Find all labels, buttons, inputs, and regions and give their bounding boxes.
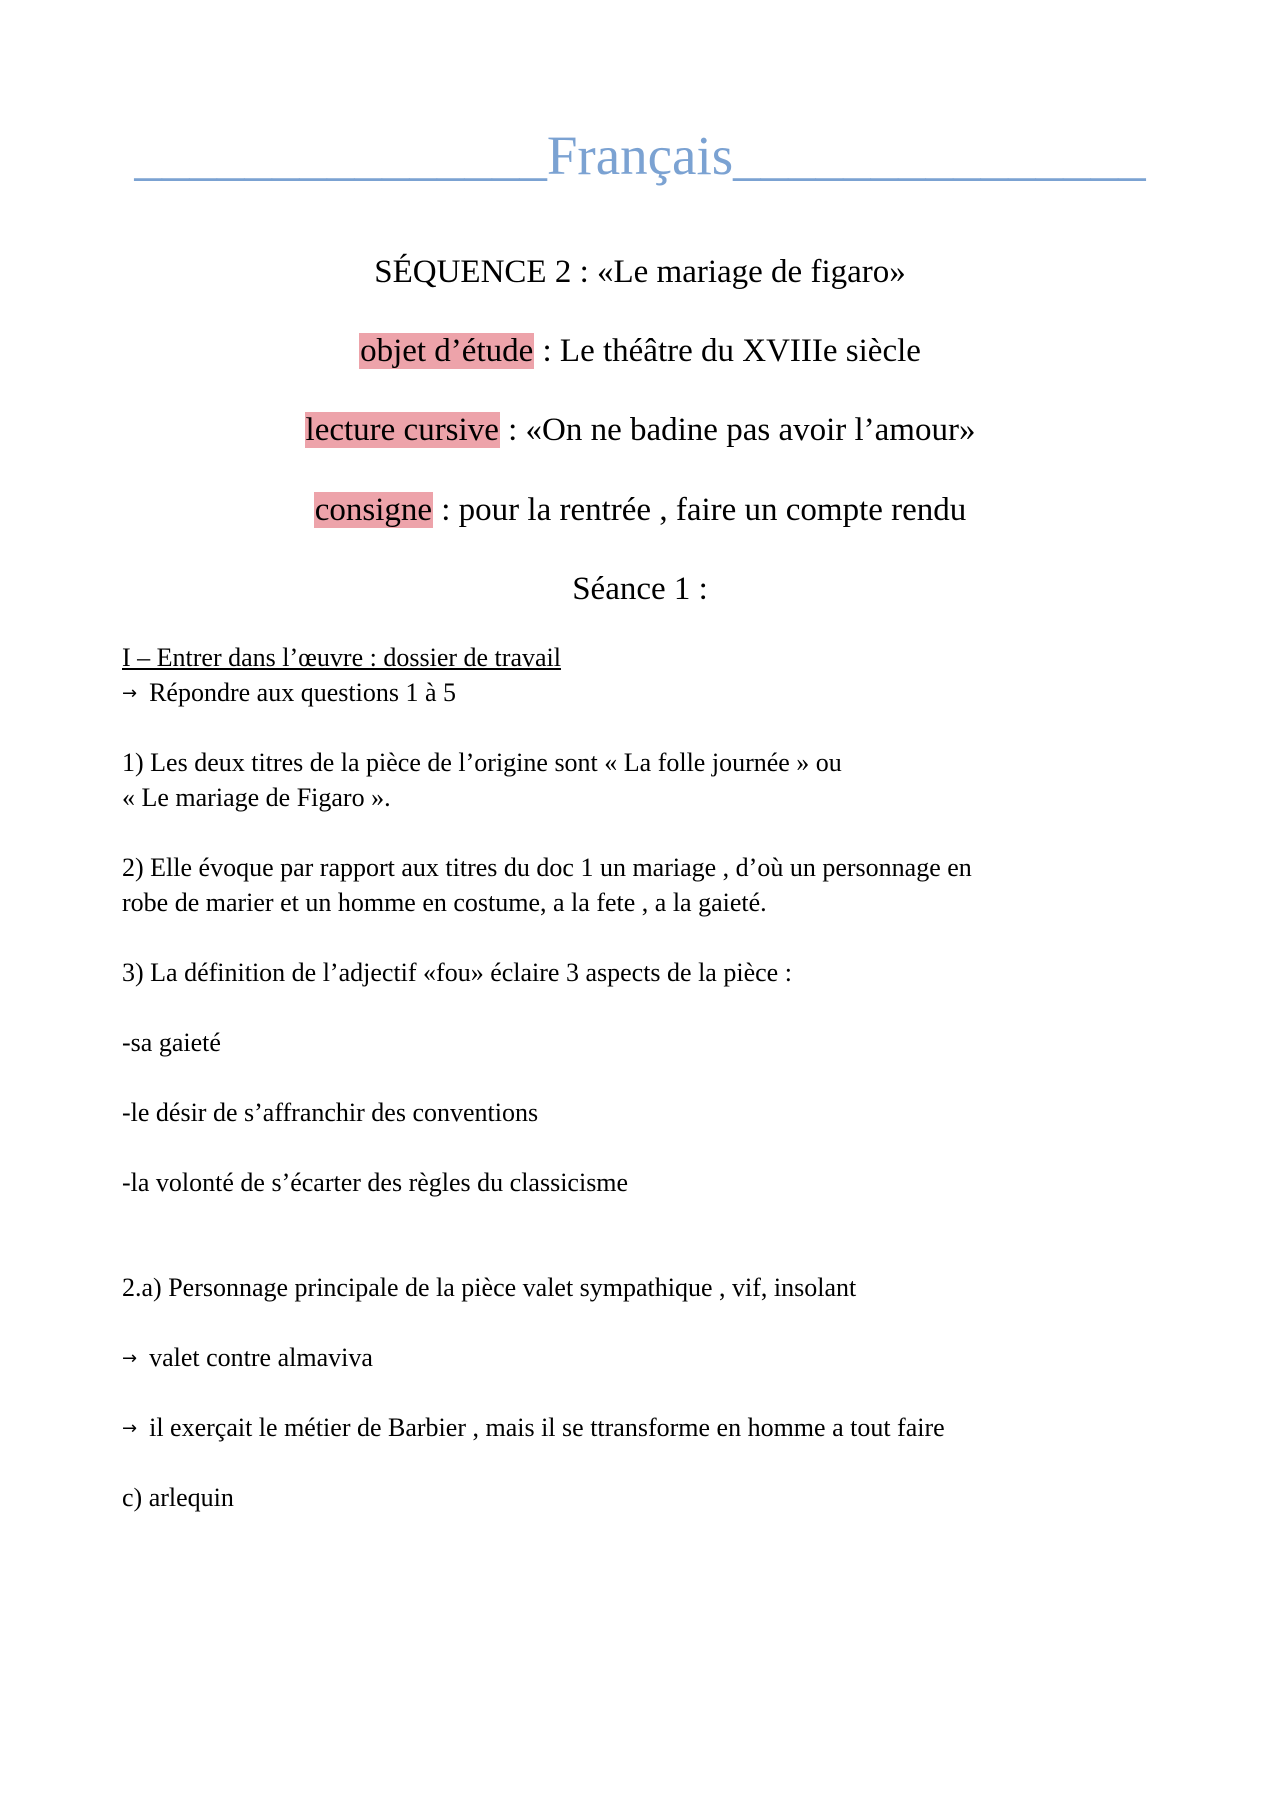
consigne-line bbox=[0, 490, 1280, 530]
objet-text: : Le théâtre du XVIIIe siècle bbox=[534, 333, 921, 369]
lecture-text: : «On ne badine pas avoir l’amour» bbox=[499, 412, 976, 448]
consigne-label: consigne bbox=[314, 492, 433, 528]
page-title bbox=[0, 124, 1280, 188]
answer-3: 3) La définition de l’adjectif «fou» éclaire 3 aspects de la pièce : bbox=[122, 958, 792, 987]
answer-c: c) arlequin bbox=[122, 1483, 234, 1512]
answer-1-line-1: 1) Les deux titres de la pièce de l’origine sont « La folle journée » ou bbox=[122, 748, 842, 777]
answer-2-line-2: robe de marier et un homme en costume, a la fete , a la gaieté. bbox=[122, 888, 767, 917]
sequence-heading: SÉQUENCE 2 : «Le mariage de figaro» bbox=[374, 254, 906, 290]
title-word: Français bbox=[546, 125, 734, 186]
objet-line bbox=[0, 331, 1280, 371]
title-rule-left: _______________ bbox=[134, 125, 547, 186]
section-heading bbox=[122, 640, 1182, 675]
arrow-icon: → bbox=[122, 1348, 138, 1369]
aspect-item: -le désir de s’affranchir des conventions bbox=[122, 1098, 539, 1127]
title-rule-right: _______________ bbox=[733, 125, 1146, 186]
point-line-2 bbox=[122, 1410, 1182, 1448]
objet-label: objet d’étude bbox=[360, 333, 534, 369]
arrow-icon: → bbox=[122, 1418, 138, 1439]
answer-1-line-2: « Le mariage de Figaro ». bbox=[122, 783, 391, 812]
arrow-icon: → bbox=[122, 683, 138, 704]
aspect-item: -sa gaieté bbox=[122, 1028, 221, 1057]
lecture-label: lecture cursive bbox=[305, 412, 499, 448]
instruction-line bbox=[122, 675, 1182, 713]
answer-2a: 2.a) Personnage principale de la pièce valet sympathique , vif, insolant bbox=[122, 1273, 857, 1302]
point-text-2: il exerçait le métier de Barbier , mais il se ttransforme en homme a tout faire bbox=[149, 1413, 945, 1442]
point-line-1 bbox=[122, 1340, 1182, 1378]
instruction-text: Répondre aux questions 1 à 5 bbox=[149, 678, 456, 707]
point-text-1: valet contre almaviva bbox=[149, 1343, 373, 1372]
aspect-item: -la volonté de s’écarter des règles du classicisme bbox=[122, 1168, 629, 1197]
lecture-line bbox=[0, 410, 1280, 450]
seance-heading: Séance 1 : bbox=[572, 571, 708, 607]
consigne-text: : pour la rentrée , faire un compte rendu bbox=[433, 492, 967, 528]
answer-2-line-1: 2) Elle évoque par rapport aux titres du doc 1 un mariage , d’où un personnage en bbox=[122, 853, 972, 882]
section-heading-text: I – Entrer dans l’œuvre : dossier de travail bbox=[122, 643, 561, 672]
